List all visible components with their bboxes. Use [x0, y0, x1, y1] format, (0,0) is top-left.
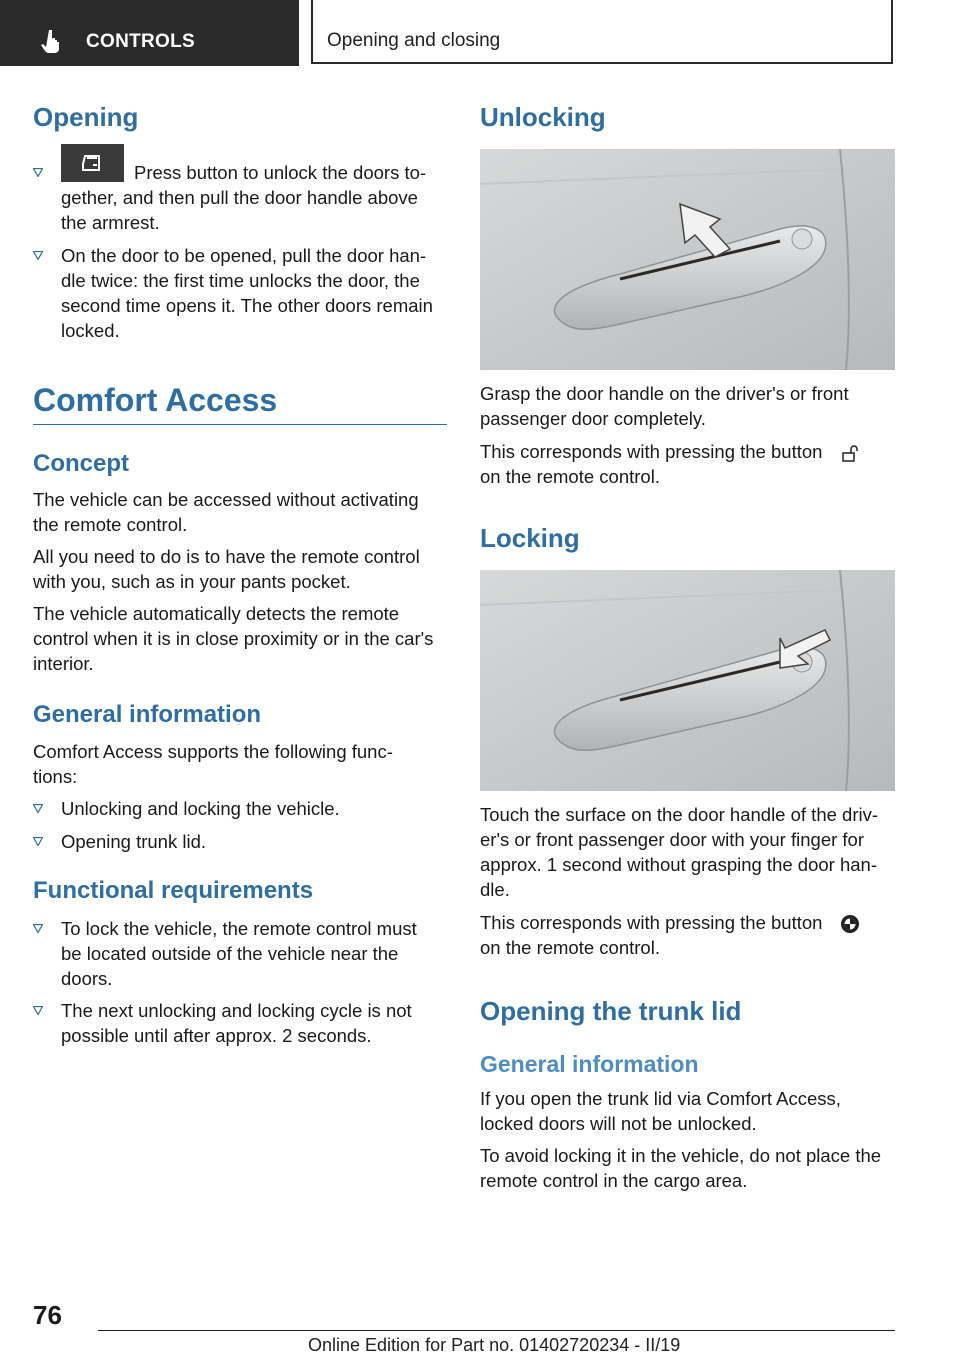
paragraph: This corresponds with pressing the button on the remote control. — [480, 439, 895, 489]
triangle-bullet-icon — [33, 804, 43, 813]
unlock-button-image — [61, 144, 124, 182]
heading-locking: Locking — [480, 523, 580, 553]
paragraph: If you open the trunk lid via Comfort Access, locked doors will not be unlocked. — [480, 1088, 841, 1134]
door-unlock-icon — [61, 144, 124, 182]
door-handle-touch-photo — [480, 570, 895, 791]
section-tab — [0, 0, 299, 66]
triangle-bullet-icon — [33, 251, 43, 260]
chapter-tab — [311, 0, 893, 64]
heading-concept: Concept — [33, 450, 129, 477]
edition-note: Online Edition for Part no. 01402720234 - II/19 — [308, 1335, 681, 1355]
page-number: 76 — [33, 1300, 62, 1330]
paragraph: Comfort Access supports the following func- tions: — [33, 741, 393, 787]
triangle-bullet-icon — [33, 924, 43, 933]
heading-unlocking: Unlocking — [480, 102, 606, 132]
paragraph: The vehicle automatically detects the remote control when it is in close proximity or in the car's interior. — [33, 603, 434, 674]
triangle-bullet-icon — [33, 168, 43, 177]
heading-opening: Opening — [33, 102, 139, 132]
heading-functional-requirements: Functional requirements — [33, 877, 314, 904]
paragraph: To avoid locking it in the vehicle, do not place the remote control in the cargo area. — [480, 1145, 882, 1191]
bmw-logo-icon — [840, 914, 860, 934]
heading-general-information: General information — [33, 701, 262, 728]
door-handle-grasp-photo — [480, 149, 895, 370]
paragraph: Grasp the door handle on the driver's or front passenger door completely. — [480, 383, 849, 429]
heading-rule — [33, 424, 447, 425]
heading-general-information: General information — [480, 1051, 699, 1077]
triangle-bullet-icon — [33, 837, 43, 846]
paragraph: This corresponds with pressing the button on the remote control. — [480, 910, 895, 960]
chapter-title: Opening and closing — [327, 30, 501, 51]
heading-comfort-access: Comfort Access — [33, 382, 278, 418]
paragraph: Touch the surface on the door handle of the driv- er's or front passenger door with your finger for approx. 1 second without grasping the door han- dle. — [480, 804, 879, 900]
triangle-bullet-icon — [33, 1006, 43, 1015]
hand-pointer-icon — [40, 28, 66, 54]
paragraph: All you need to do is to have the remote control with you, such as in your pants pocket. — [33, 546, 420, 592]
unlock-padlock-icon — [840, 443, 860, 463]
footer-rule — [98, 1330, 895, 1331]
heading-opening-trunk-lid: Opening the trunk lid — [480, 996, 742, 1026]
section-title: CONTROLS — [86, 31, 196, 52]
paragraph: The vehicle can be accessed without activating the remote control. — [33, 489, 419, 535]
